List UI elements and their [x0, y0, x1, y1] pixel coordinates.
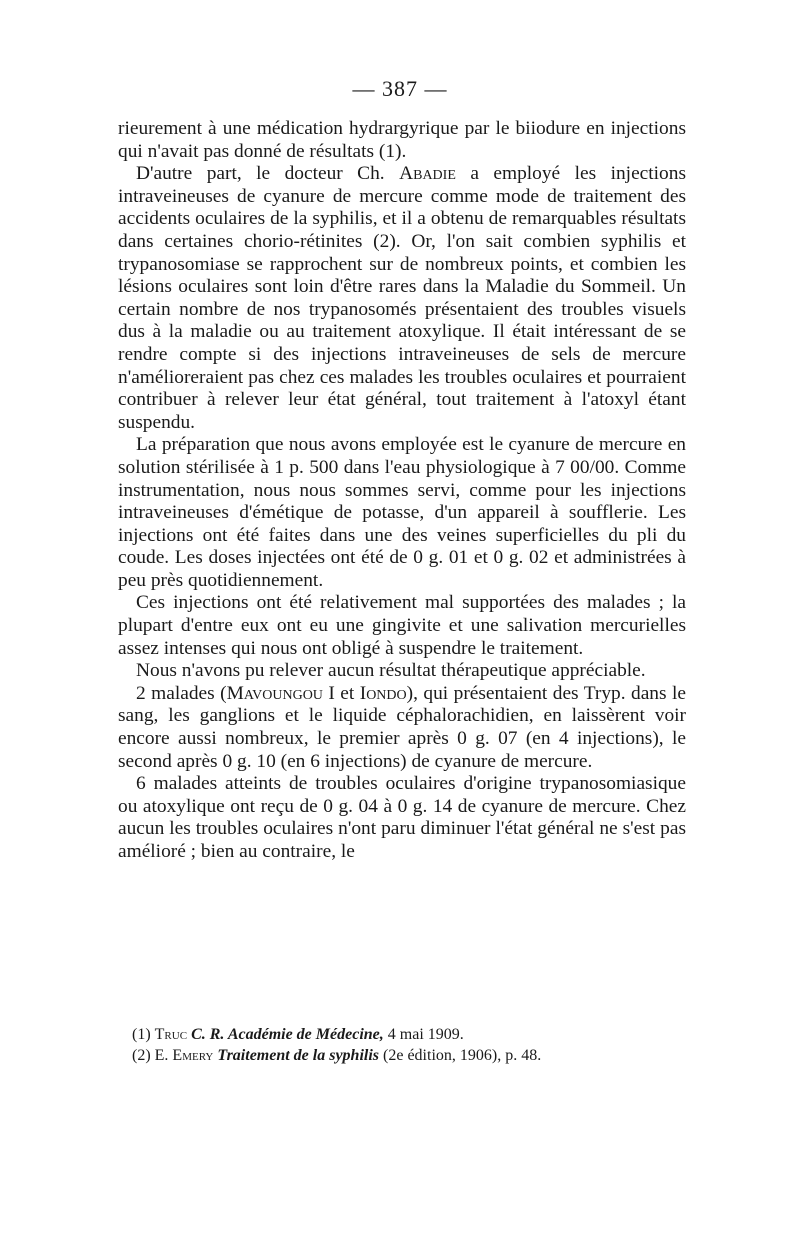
author-name-abadie: Abadie — [399, 163, 456, 185]
paragraph-6-text-c: ), qui présentaient des Tryp. dans le sang, les ganglions et le liquide céphalorachidien, en laissèrent voir encore aussi nombreux, le premier après 0 g. 07 (en 4 injections), le second après 0 g. 10 (en 6 injections) de cyanure de mercure. — [118, 682, 686, 772]
paragraph-6 — [118, 683, 686, 773]
paragraph-6-text-a: 2 malades ( — [136, 682, 227, 704]
footnote-1-author: Truc — [154, 1026, 188, 1043]
footnote-1 — [132, 1024, 692, 1045]
footnotes — [132, 1024, 692, 1066]
body-text — [118, 118, 686, 864]
paragraph-3: La préparation que nous avons employée est le cyanure de mercure en solution stérilisée à 1 p. 500 dans l'eau physiologique à 7 00/00. Comme instrumentation, nous nous sommes servi, comme pour les injections intraveineuses d'émétique de potasse, d'un appareil à soufflerie. Les injections ont été faites dans une des veines superficielles du pli du coude. Les doses injectées ont été de 0 g. 01 et 0 g. 02 et administrées à peu près quotidiennement. — [118, 434, 686, 591]
footnote-2-number: (2) — [132, 1047, 155, 1064]
patient-name-iondo: Iondo — [359, 682, 407, 704]
paragraph-4: Ces injections ont été relativement mal supportées des malades ; la plupart d'entre eux ont eu une gingivite et une salivation mercurielles assez intenses qui nous ont obligé à suspendre le traitement. — [118, 592, 686, 659]
paragraph-2-text-b: a employé les injections intraveineuses de cyanure de mercure comme mode de traitement des accidents oculaires de la syphilis, et il a obtenu de remarquables résultats dans certaines chorio-rétinites (2). Or, l'on sait combien syphilis et trypanosomiase se rapprochent sur de nombreux points, et combien les lésions oculaires sont loin d'être rares dans la Maladie du Sommeil. Un certain nombre de nos trypanosomés présentaient des troubles visuels dus à la maladie ou au traitement atoxylique. Il était intéressant de se rendre compte si des injections intraveineuses de sels de mercure n'amélioreraient pas chez ces malades les troubles oculaires et pourraient contribuer à relever leur état général, tout traitement à l'atoxyl étant suspendu. — [118, 163, 686, 433]
footnote-2-rest: (2e édition, 1906), p. 48. — [379, 1047, 542, 1064]
paragraph-6-text-b: I et — [322, 682, 360, 704]
paragraph-1: rieurement à une médication hydrargyrique par le biiodure en injections qui n'avait pas donné de résultats (1). — [118, 118, 686, 162]
paragraph-2-text-a: D'autre part, le docteur Ch. — [136, 163, 400, 185]
footnote-1-number: (1) — [132, 1026, 155, 1043]
patient-name-mavoungou: Mavoungou — [226, 682, 323, 704]
paragraph-5: Nous n'avons pu relever aucun résultat thérapeutique appréciable. — [136, 660, 646, 682]
footnote-1-title: C. R. Académie de Médecine, — [187, 1026, 384, 1043]
paragraph-2 — [118, 163, 686, 434]
footnote-2-title: Traitement de la syphilis — [213, 1047, 380, 1064]
footnote-2-author: E. Emery — [154, 1047, 214, 1064]
page-number: — 387 — — [352, 76, 448, 101]
paragraph-7: 6 malades atteints de troubles oculaires d'origine trypanosomiasique ou atoxylique ont reçu de 0 g. 04 à 0 g. 14 de cyanure de mercure. Chez aucun les troubles oculaires n'ont paru diminuer l'état général ne s'est pas amélioré ; bien au contraire, le — [118, 773, 686, 862]
footnote-2 — [132, 1045, 692, 1066]
footnote-1-rest: 4 mai 1909. — [383, 1026, 464, 1043]
